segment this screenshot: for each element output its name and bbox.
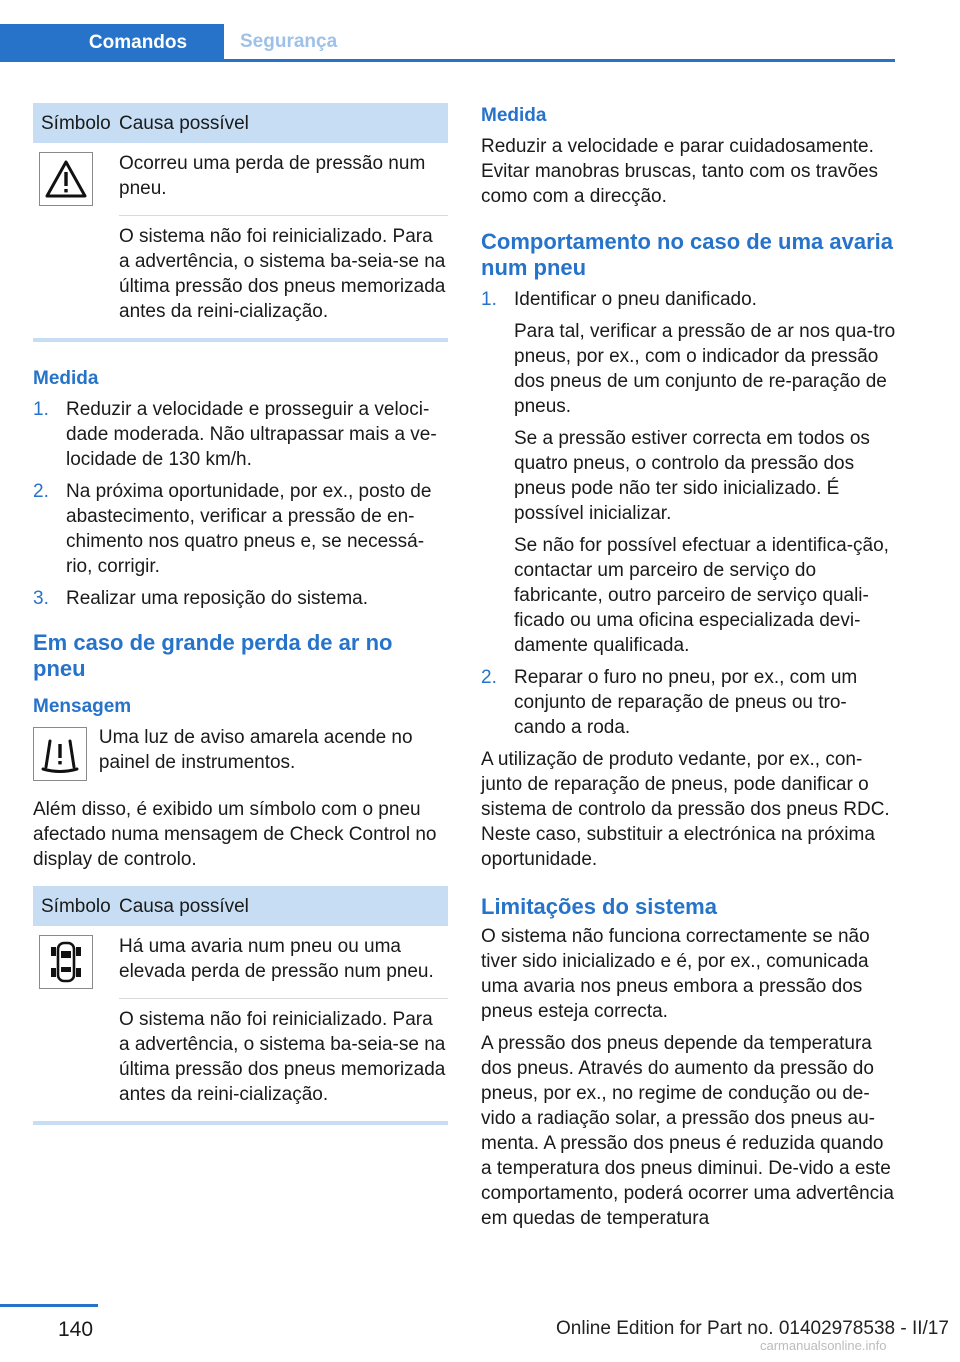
step-number: 1. — [33, 399, 49, 420]
message-row — [33, 725, 448, 781]
step-number: 3. — [33, 588, 49, 609]
check-control-paragraph: Além disso, é exibido um símbolo com o pneu afectado numa mensagem de Check Control no display de controlo. — [33, 799, 437, 870]
tab-comandos[interactable]: Comandos — [0, 24, 224, 62]
page-number: 140 — [58, 1318, 94, 1341]
step-text: Identificar o pneu danificado. — [514, 289, 757, 310]
warning-triangle-icon — [39, 152, 93, 206]
list-item — [481, 287, 896, 658]
step-subparagraph: Para tal, verificar a pressão de ar nos qua-tro pneus, por ex., com o indicador da pressão dos pneus de um conjunto de re-paração de pneus. — [514, 321, 896, 417]
section-title-air-loss: Em caso de grande perda de ar no pneu — [33, 630, 393, 681]
mensagem-heading: Mensagem — [33, 696, 132, 717]
step-text: Realizar uma reposição do sistema. — [66, 588, 369, 609]
medida-heading-2: Medida — [481, 105, 547, 126]
symbol-table-2 — [33, 886, 448, 1121]
table2-row2-text: O sistema não foi reinicializado. Para a advertência, o sistema ba-seia-se na última pressão dos pneus memorizada antes da reini-cialização. — [119, 999, 448, 1122]
left-column — [33, 103, 448, 1125]
medida-steps-1 — [33, 397, 448, 611]
table2-header-cause: Causa possível — [119, 886, 448, 926]
limits-paragraph-2: A pressão dos pneus depende da temperatura dos pneus. Através do aumento da pressão do pneus, por ex., no regime de condução ou de-vido a radiação solar, a pressão dos pneus au-menta. A pressão dos pneus é reduzida quando a temperatura dos pneus diminui. De-vido a este comportamento, poderá ocorrer uma advertência em quedas de temperatura — [481, 1033, 894, 1229]
step-number: 2. — [481, 667, 497, 688]
message-text: Uma luz de aviso amarela acende no painel de instrumentos. — [98, 727, 413, 773]
sealant-paragraph: A utilização de produto vedante, por ex., con-junto de reparação de pneus, pode danificar o sistema de controlo da pressão dos pneus RDC. Neste caso, substituir a electrónica na próxima oportunidade. — [481, 749, 890, 870]
step-subparagraph: Se a pressão estiver correcta em todos os quatro pneus, o controlo da pressão dos pneus pode não ter sido inicializado. É possível inicializar. — [514, 428, 870, 524]
step-text: Reduzir a velocidade e prosseguir a veloci-dade moderada. Não ultrapassar mais a ve-locidade de 130 km/h. — [66, 399, 437, 470]
footer-rule — [0, 1304, 98, 1307]
medida-heading-1: Medida — [33, 368, 99, 389]
table1-row2-text: O sistema não foi reinicializado. Para a advertência, o sistema ba-seia-se na última pressão dos pneus memorizada antes da reini-cialização. — [119, 216, 448, 339]
header-tabbar — [0, 24, 895, 62]
table1-row1-text: Ocorreu uma perda de pressão num pneu. — [119, 153, 426, 199]
table2-end-rule — [33, 1121, 448, 1125]
section-title-limits: Limitações do sistema — [481, 894, 717, 919]
table1-header-symbol: Símbolo — [33, 103, 119, 143]
behaviour-steps — [481, 287, 896, 740]
car-top-view-icon — [39, 935, 93, 989]
step-text: Na próxima oportunidade, por ex., posto de abastecimento, verificar a pressão de en-chimento nos quatro pneus e, se necessá-rio, corrigir. — [66, 481, 432, 577]
table1-header-cause: Causa possível — [119, 103, 448, 143]
medida-text-2: Reduzir a velocidade e parar cuidadosamente. Evitar manobras bruscas, tanto com os travões como com a direcção. — [481, 136, 879, 207]
list-item — [33, 586, 448, 611]
watermark: carmanualsonline.info — [760, 1338, 887, 1353]
tab-seguranca[interactable]: Segurança — [240, 31, 338, 52]
limits-paragraph-1: O sistema não funciona correctamente se não tiver sido inicializado e é, por ex., comunicada uma avaria nos pneus embora a pressão dos pneus esteja correcta. — [481, 926, 870, 1022]
table2-header-symbol: Símbolo — [33, 886, 119, 926]
right-column — [481, 103, 896, 1231]
header-rule — [0, 59, 895, 62]
step-number: 1. — [481, 289, 497, 310]
list-item — [33, 479, 448, 579]
step-subparagraph: Se não for possível efectuar a identifica-ção, contactar um parceiro de serviço do fabricante, outro parceiro de serviço quali-ficado ou uma oficina especializada devi-damente qualificada. — [514, 535, 889, 656]
list-item — [481, 665, 896, 740]
tire-pressure-warning-icon — [33, 727, 87, 781]
edition-note: Online Edition for Part no. 01402978538 - II/17 — [556, 1318, 949, 1339]
section-title-behaviour: Comportamento no caso de uma avaria num pneu — [481, 229, 893, 280]
step-number: 2. — [33, 481, 49, 502]
symbol-table-1 — [33, 103, 448, 338]
table2-row1-text: Há uma avaria num pneu ou uma elevada perda de pressão num pneu. — [119, 936, 434, 982]
list-item — [33, 397, 448, 472]
step-text: Reparar o furo no pneu, por ex., com um conjunto de reparação de pneus ou tro-cando a roda. — [514, 667, 858, 738]
